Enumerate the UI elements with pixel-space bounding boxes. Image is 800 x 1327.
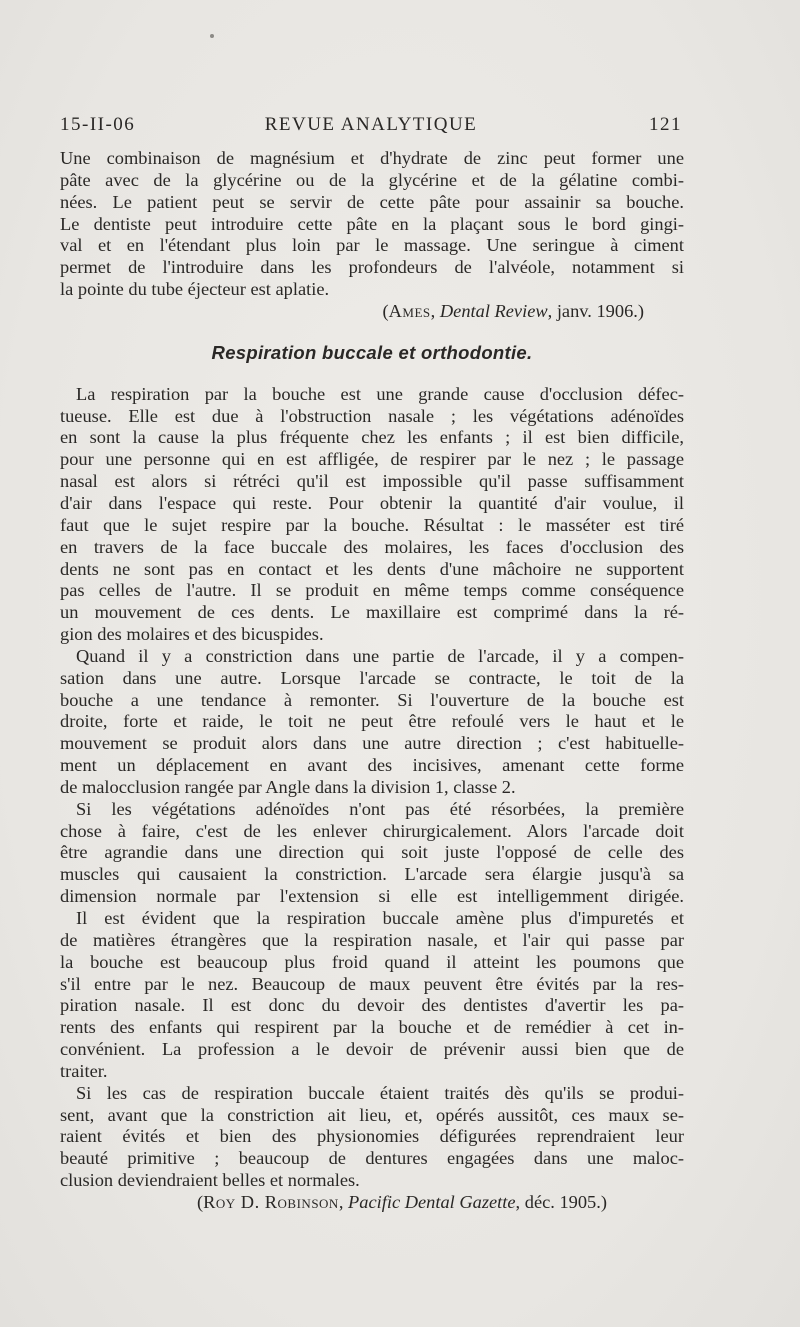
text-line: la pointe du tube éjecteur est aplatie. (60, 279, 330, 300)
text-line: chose à faire, c'est de les enlever chirurgicalement. Alors l'arcade doit (60, 820, 684, 841)
text-line: dimension normale par l'extension si elle est intelligemment dirigée. (60, 886, 684, 907)
text-line: traiter. (60, 1060, 108, 1081)
text-line: de matières étrangères que la respiration nasale, et l'air qui passe par (60, 929, 684, 950)
text-line: tueuse. Elle est due à l'obstruction nasale ; les végétations adénoïdes (60, 405, 684, 426)
text-line: être agrandie dans une direction qui soit juste l'opposé de celle des (60, 842, 684, 863)
text-line: nasal est alors si rétréci qu'il est impossible qu'il passe suffisamment (60, 471, 684, 492)
text-line: Quand il y a constriction dans une partie de l'arcade, il y a compen- (76, 645, 684, 666)
text-line: pas celles de l'autre. Il se produit en même temps comme conséquence (60, 580, 684, 601)
paragraph-6 (60, 1083, 684, 1214)
page-number: 121 (649, 114, 682, 135)
text-line: muscles qui causaient la constriction. L'arcade sera élargie jusqu'à sa (60, 864, 684, 885)
header-title: REVUE ANALYTIQUE (264, 114, 478, 135)
text-line: ment un déplacement en avant des incisives, amenant cette forme (60, 755, 684, 776)
running-header (60, 114, 682, 140)
citation-separator: , (430, 300, 440, 321)
text-line: permet de l'introduire dans les profondeurs de l'alvéole, notamment si (60, 257, 684, 278)
paper-speck (210, 34, 214, 38)
citation-author: Ames (388, 300, 431, 321)
text-line: dents ne sont pas en contact et les dents d'une mâchoire ne supportent (60, 558, 684, 579)
citation (60, 1192, 684, 1214)
text-line: val et en l'étendant plus loin par le massage. Une seringue à ciment (60, 235, 684, 256)
text-line: pour une personne qui en est affligée, de respirer par le nez ; le passage (60, 449, 684, 470)
text-line: la bouche est beaucoup plus froid quand il atteint les poumons que (60, 951, 684, 972)
text-line: clusion deviendraient belles et normales. (60, 1170, 360, 1191)
text-line: nées. Le patient peut se servir de cette pâte pour assainir sa bouche. (60, 191, 684, 212)
text-line: sation dans une autre. Lorsque l'arcade se contracte, le toit de la (60, 667, 684, 688)
body-text (60, 148, 684, 1214)
citation-date: , janv. 1906.) (547, 300, 644, 321)
paragraph-5 (60, 908, 684, 1083)
text-line: Si les végétations adénoïdes n'ont pas été résorbées, la première (76, 798, 684, 819)
citation-journal: Pacific Dental Gazette (348, 1191, 516, 1212)
text-line: d'air dans l'espace qui reste. Pour obtenir la quantité d'air voulue, il (60, 492, 684, 513)
citation-journal: Dental Review (439, 300, 548, 321)
text-line: Il est évident que la respiration buccale amène plus d'impuretés et (76, 908, 684, 928)
text-line: en sont la cause la plus fréquente chez les enfants ; il est bien difficile, (60, 427, 684, 448)
text-line: un mouvement de ces dents. Le maxillaire est comprimé dans la ré- (60, 602, 684, 623)
citation-separator: , (338, 1191, 349, 1212)
text-line: rents des enfants qui respirent par la bouche et de remédier à cet in- (60, 1017, 684, 1038)
citation-open: ( (197, 1191, 204, 1212)
text-line: pâte avec de la glycérine ou de la glycérine et de la gélatine combi- (60, 169, 684, 190)
text-line: Le dentiste peut introduire cette pâte en la plaçant sous le bord gingi- (60, 213, 684, 234)
text-line: s'il entre par le nez. Beaucoup de maux peuvent être évités par la res- (60, 973, 684, 994)
text-line: La respiration par la bouche est une grande cause d'occlusion défec- (76, 383, 684, 404)
text-line: gion des molaires et des bicuspides. (60, 624, 324, 645)
citation-date: , déc. 1905.) (515, 1191, 607, 1212)
text-line: convénient. La profession a le devoir de prévenir aussi bien que de (60, 1039, 684, 1060)
text-line: Une combinaison de magnésium et d'hydrate de zinc peut former une (60, 148, 684, 168)
paragraph-4 (60, 799, 684, 908)
text-line: mouvement se produit alors dans une autre direction ; c'est habituelle- (60, 733, 684, 754)
section-title: Respiration buccale et orthodontie. (211, 341, 533, 363)
text-line: faut que le sujet respire par la bouche. Résultat : le masséter est tiré (60, 514, 684, 535)
text-line: sent, avant que la constriction ait lieu, et, opérés aussitôt, ces maux se- (60, 1104, 684, 1125)
paragraph-3 (60, 646, 684, 799)
text-line: piration nasale. Il est donc du devoir des dentistes d'avertir les pa- (60, 995, 684, 1016)
text-line: droite, forte et raide, le toit ne peut être refoulé vers le haut et le (60, 711, 684, 732)
text-line: raient évités et bien des physionomies défigurées reprendraient leur (60, 1126, 684, 1147)
paragraph-2 (60, 384, 684, 646)
citation-open: ( (382, 300, 389, 321)
text-line: de malocclusion rangée par Angle dans la division 1, classe 2. (60, 776, 516, 797)
text-line: en travers de la face buccale des molaires, les faces d'occlusion des (60, 536, 684, 557)
citation-author: Roy D. Robinson (203, 1191, 339, 1212)
citation (60, 301, 684, 323)
header-date: 15-II-06 (60, 114, 136, 135)
text-line: bouche a une tendance à remonter. Si l'ouverture de la bouche est (60, 689, 684, 710)
text-line: beauté primitive ; beaucoup de dentures engagées dans une maloc- (60, 1148, 684, 1169)
text-line: Si les cas de respiration buccale étaient traités dès qu'ils se produi- (76, 1082, 684, 1103)
paragraph-1 (60, 148, 684, 323)
